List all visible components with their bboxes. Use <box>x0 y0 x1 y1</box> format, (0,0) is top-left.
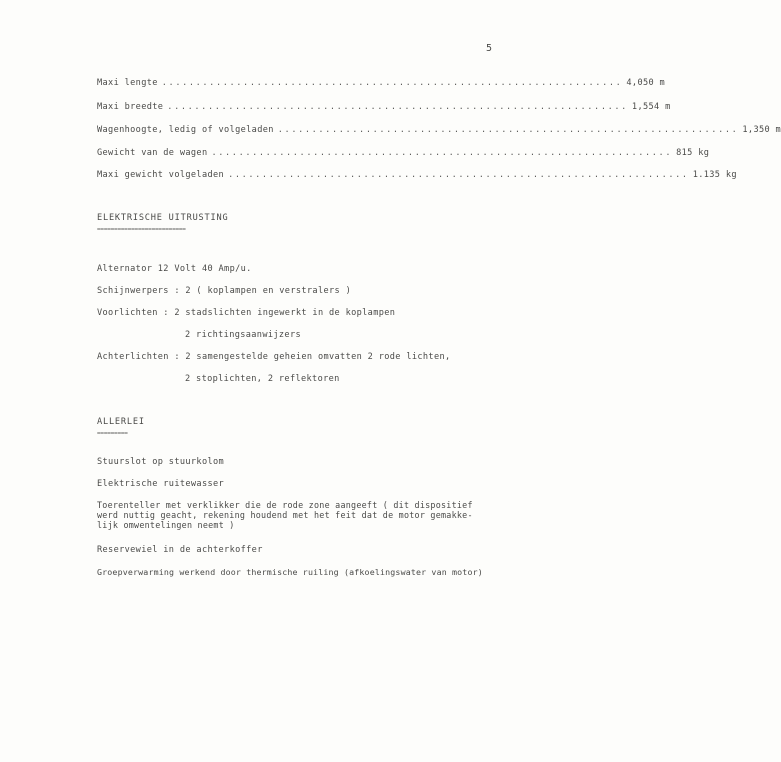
section-heading-misc: ALLERLEI <box>97 417 145 427</box>
leader-dots: .................................................................... <box>211 148 673 158</box>
misc-item-steering-lock: Stuurslot op stuurkolom <box>97 457 225 467</box>
heading-underline: ========================== <box>97 226 186 233</box>
misc-item-washer: Elektrische ruitewasser <box>97 479 225 489</box>
spec-value: 1,554 m <box>631 102 671 112</box>
rear-lights-line-2: 2 stoplichten, 2 reflektoren <box>185 374 340 384</box>
leader-dots: .................................................................... <box>161 78 623 88</box>
paragraph-line: lijk omwentelingen neemt ) <box>97 520 235 530</box>
front-lights-line: Voorlichten : 2 stadslichten ingewerkt in de koplampen <box>97 308 396 318</box>
spec-label: Wagenhoogte, ledig of volgeladen <box>97 125 274 135</box>
spec-row-length <box>97 78 666 88</box>
spec-row-width <box>97 102 671 112</box>
front-lights-line-2: 2 richtingsaanwijzers <box>185 330 302 340</box>
leader-dots: .................................................................... <box>277 125 739 135</box>
spec-row-height <box>97 125 781 135</box>
spec-value: 815 kg <box>676 148 710 158</box>
spec-row-weight <box>97 148 710 158</box>
misc-item-heating: Groepverwarming werkend door thermische ruiling (afkoelingswater van motor) <box>97 567 483 577</box>
paragraph-line: werd nuttig geacht, rekening houdend met het feit dat de motor gemakke- <box>97 510 473 520</box>
page-number: 5 <box>486 43 493 54</box>
spec-label: Maxi gewicht volgeladen <box>97 170 225 180</box>
spec-label: Gewicht van de wagen <box>97 148 208 158</box>
paragraph-line: Toerenteller met verklikker die de rode zone aangeeft ( dit dispositief <box>97 500 473 510</box>
spec-label: Maxi breedte <box>97 102 164 112</box>
leader-dots: .................................................................... <box>167 102 628 112</box>
rear-lights-line: Achterlichten : 2 samengestelde geheien omvatten 2 rode lichten, <box>97 352 451 362</box>
spec-value: 1.135 kg <box>692 170 737 180</box>
tachometer-paragraph <box>97 500 473 530</box>
headlights-line: Schijnwerpers : 2 ( koplampen en verstralers ) <box>97 286 352 296</box>
alternator-line: Alternator 12 Volt 40 Amp/u. <box>97 264 252 274</box>
spec-row-max-weight <box>97 170 737 180</box>
spec-label: Maxi lengte <box>97 78 158 88</box>
spec-value: 4,050 m <box>626 78 666 88</box>
spec-value: 1,350 m <box>742 125 781 135</box>
heading-underline: ========= <box>97 430 128 437</box>
misc-item-spare-wheel: Reservewiel in de achterkoffer <box>97 545 263 555</box>
section-heading-electrical: ELEKTRISCHE UITRUSTING <box>97 213 229 223</box>
leader-dots: .................................................................... <box>228 170 689 180</box>
